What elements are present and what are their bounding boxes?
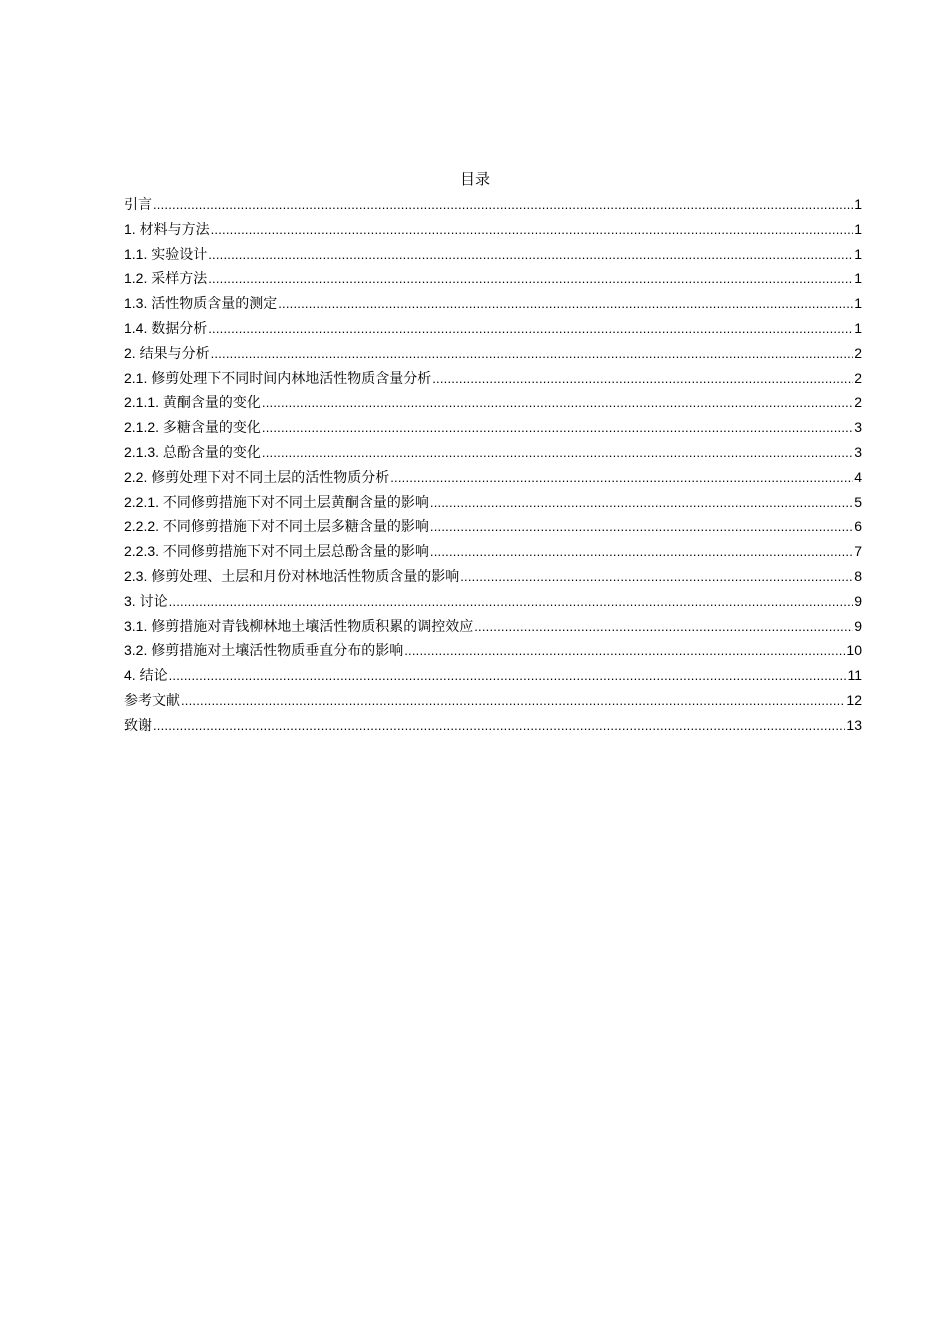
toc-entry-label: 致谢	[124, 716, 152, 733]
toc-entry-page-number: 1	[854, 220, 862, 237]
toc-entry[interactable]	[124, 539, 862, 564]
toc-entry-label: 1.2. 采样方法	[124, 270, 208, 287]
toc-entry-page-number: 13	[846, 716, 862, 733]
toc-dot-leader	[262, 441, 853, 466]
toc-entry-label: 引言	[124, 196, 152, 212]
toc-dot-leader	[262, 416, 853, 441]
toc-entry-page-number: 8	[854, 567, 862, 584]
toc-entry[interactable]	[124, 688, 862, 713]
toc-entry-page-number: 9	[854, 617, 862, 634]
toc-dot-leader	[208, 317, 853, 342]
toc-entry[interactable]	[124, 217, 862, 242]
toc-entry-page-number: 5	[854, 493, 862, 510]
toc-entry-page-number: 2	[854, 344, 862, 361]
toc-title: 目录	[459, 170, 490, 188]
toc-entry-label: 3. 讨论	[124, 592, 168, 609]
toc-dot-leader	[153, 714, 845, 739]
toc-dot-leader	[153, 193, 853, 218]
toc-entry[interactable]	[124, 390, 862, 415]
toc-list	[124, 192, 862, 738]
toc-entry-label: 1.4. 数据分析	[124, 319, 208, 336]
toc-dot-leader	[474, 615, 853, 640]
toc-entry-page-number: 12	[846, 691, 862, 708]
toc-entry-page-number: 9	[854, 592, 862, 609]
toc-dot-leader	[169, 590, 854, 615]
toc-entry-page-number: 2	[854, 369, 862, 386]
toc-entry[interactable]	[124, 514, 862, 539]
toc-entry-page-number: 10	[846, 642, 862, 659]
toc-dot-leader	[169, 664, 847, 689]
toc-entry-label: 2.1.2. 多糖含量的变化	[124, 419, 261, 436]
toc-entry-page-number: 3	[854, 419, 862, 436]
toc-entry[interactable]	[124, 490, 862, 515]
toc-dot-leader	[430, 540, 853, 565]
toc-dot-leader	[404, 639, 845, 664]
toc-entry[interactable]	[124, 415, 862, 440]
toc-dot-leader	[181, 689, 845, 714]
toc-entry-label: 1.1. 实验设计	[124, 245, 208, 262]
toc-entry-label: 4. 结论	[124, 667, 168, 684]
toc-entry-page-number: 1	[854, 270, 862, 287]
toc-entry-label: 1.3. 活性物质含量的测定	[124, 295, 278, 312]
toc-entry-label: 2.2.3. 不同修剪措施下对不同土层总酚含量的影响	[124, 543, 429, 560]
toc-entry-page-number: 1	[854, 319, 862, 336]
toc-entry-label: 2.3. 修剪处理、土层和月份对林地活性物质含量的影响	[124, 567, 460, 584]
toc-entry[interactable]	[124, 663, 862, 688]
toc-dot-leader	[460, 565, 853, 590]
toc-entry[interactable]	[124, 589, 862, 614]
toc-entry[interactable]	[124, 316, 862, 341]
toc-entry-label: 2.2.2. 不同修剪措施下对不同土层多糖含量的影响	[124, 518, 429, 535]
toc-entry[interactable]	[124, 242, 862, 267]
toc-entry-page-number: 2	[854, 394, 862, 411]
toc-entry[interactable]	[124, 366, 862, 391]
toc-entry-label: 2.1. 修剪处理下不同时间内林地活性物质含量分析	[124, 369, 432, 386]
toc-entry-label: 2. 结果与分析	[124, 344, 210, 361]
toc-entry[interactable]	[124, 192, 862, 217]
toc-entry-page-number: 3	[854, 443, 862, 460]
toc-entry[interactable]	[124, 638, 862, 663]
toc-entry-label: 2.1.3. 总酚含量的变化	[124, 443, 261, 460]
toc-entry-page-number: 11	[847, 667, 862, 684]
toc-entry[interactable]	[124, 341, 862, 366]
toc-dot-leader	[430, 491, 853, 516]
toc-entry-label: 2.2.1. 不同修剪措施下对不同土层黄酮含量的影响	[124, 493, 429, 510]
toc-entry-page-number: 7	[854, 543, 862, 560]
toc-entry-page-number: 1	[854, 295, 862, 312]
toc-dot-leader	[278, 292, 853, 317]
toc-dot-leader	[208, 243, 853, 268]
toc-entry-label: 2.1.1. 黄酮含量的变化	[124, 394, 261, 411]
toc-entry-page-number: 4	[854, 468, 862, 485]
toc-dot-leader	[432, 367, 853, 392]
toc-entry[interactable]	[124, 440, 862, 465]
toc-entry-page-number: 1	[854, 245, 862, 262]
toc-entry[interactable]	[124, 614, 862, 639]
toc-entry-label: 3.1. 修剪措施对青钱柳林地土壤活性物质积累的调控效应	[124, 617, 474, 634]
toc-entry-label: 1. 材料与方法	[124, 220, 210, 237]
toc-dot-leader	[430, 515, 853, 540]
toc-dot-leader	[262, 391, 853, 416]
toc-dot-leader	[211, 342, 854, 367]
toc-entry[interactable]	[124, 713, 862, 738]
toc-entry[interactable]	[124, 291, 862, 316]
toc-entry[interactable]	[124, 266, 862, 291]
toc-dot-leader	[390, 466, 853, 491]
toc-entry-label: 参考文献	[124, 691, 180, 708]
toc-dot-leader	[211, 218, 854, 243]
toc-entry-page-number: 6	[854, 518, 862, 535]
toc-entry-label: 3.2. 修剪措施对土壤活性物质垂直分布的影响	[124, 642, 404, 659]
toc-entry-label: 2.2. 修剪处理下对不同土层的活性物质分析	[124, 468, 390, 485]
toc-entry[interactable]	[124, 564, 862, 589]
toc-entry-page-number: 1	[854, 196, 862, 212]
toc-dot-leader	[208, 267, 853, 292]
toc-entry[interactable]	[124, 465, 862, 490]
